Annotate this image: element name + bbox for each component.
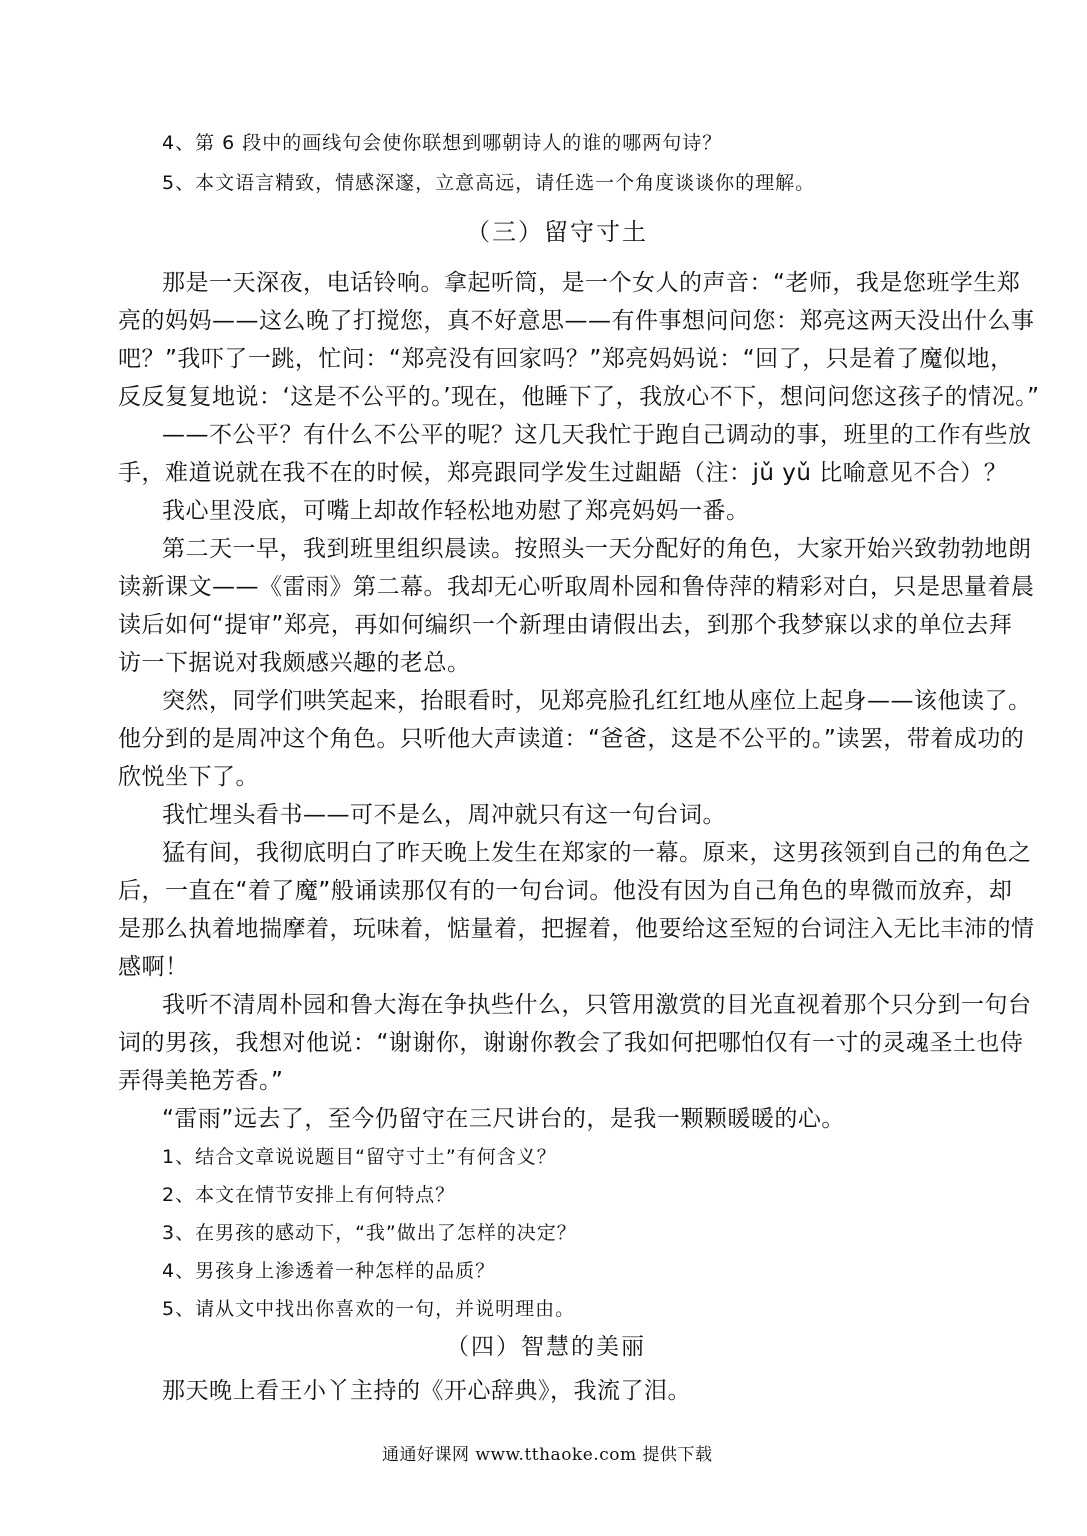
paragraph-line: 那天晚上看王小丫主持的《开心辞典》，我流了泪。 bbox=[162, 1378, 691, 1404]
question-line: 4、男孩身上渗透着一种怎样的品质？ bbox=[162, 1260, 496, 1282]
paragraph-line: 手，难道说就在我不在的时候，郑亮跟同学发生过龃龉（注：jǔ yǔ 比喻意见不合）？ bbox=[118, 460, 1008, 486]
paragraph-line: 第二天一早，我到班里组织晨读。按照头一天分配好的角色，大家开始兴致勃勃地朗 bbox=[162, 536, 1032, 562]
question-line: 5、本文语言精致，情感深邃，立意高远，请任选一个角度谈谈你的理解。 bbox=[162, 172, 816, 194]
paragraph-line: 他分到的是周冲这个角色。只听他大声读道：“爸爸，这是不公平的。”读罢，带着成功的 bbox=[118, 726, 1025, 752]
question-line: 4、第 6 段中的画线句会使你联想到哪朝诗人的谁的哪两句诗？ bbox=[162, 132, 723, 154]
page-footer: 通通好课网 www.tthaoke.com 提供下载 bbox=[382, 1445, 713, 1465]
paragraph-line: 访一下据说对我颇感兴趣的老总。 bbox=[118, 650, 471, 676]
paragraph-line: 读新课文——《雷雨》第二幕。我却无心听取周朴园和鲁侍萍的精彩对白，只是思量着晨 bbox=[118, 574, 1035, 600]
paragraph-line: 突然，同学们哄笑起来，抬眼看时，见郑亮脸孔红红地从座位上起身——该他读了。 bbox=[162, 688, 1032, 714]
paragraph-line: 我听不清周朴园和鲁大海在争执些什么，只管用激赏的目光直视着那个只分到一句台 bbox=[162, 992, 1032, 1018]
paragraph-line: 弄得美艳芳香。” bbox=[118, 1068, 284, 1094]
question-line: 2、本文在情节安排上有何特点？ bbox=[162, 1184, 456, 1206]
paragraph-line: 欣悦坐下了。 bbox=[118, 764, 259, 790]
paragraph-line: “雷雨”远去了，至今仍留守在三尺讲台的，是我一颗颗暖暖的心。 bbox=[162, 1106, 845, 1132]
paragraph-line: 后，一直在“着了魔”般诵读那仅有的一句台词。他没有因为自己角色的卑微而放弃，却 bbox=[118, 878, 1013, 904]
question-line: 5、请从文中找出你喜欢的一句，并说明理由。 bbox=[162, 1298, 576, 1320]
paragraph-line: 猛有间，我彻底明白了昨天晚上发生在郑家的一幕。原来，这男孩领到自己的角色之 bbox=[162, 840, 1032, 866]
section-title: （三）留守寸土 bbox=[466, 218, 648, 246]
question-line: 3、在男孩的感动下，“我”做出了怎样的决定？ bbox=[162, 1222, 577, 1244]
section-title: （四）智慧的美丽 bbox=[446, 1334, 646, 1360]
paragraph-line: 亮的妈妈——这么晚了打搅您，真不好意思——有件事想问问您：郑亮这两天没出什么事 bbox=[118, 308, 1035, 334]
paragraph-line: 感啊！ bbox=[118, 954, 189, 980]
paragraph-line: 我忙埋头看书——可不是么，周冲就只有这一句台词。 bbox=[162, 802, 726, 828]
paragraph-line: 吧？”我吓了一跳，忙问：“郑亮没有回家吗？”郑亮妈妈说：“回了，只是着了魔似地， bbox=[118, 346, 1014, 372]
paragraph-line: ——不公平？有什么不公平的呢？这几天我忙于跑自己调动的事，班里的工作有些放 bbox=[162, 422, 1032, 448]
paragraph-line: 是那么执着地揣摩着，玩味着，惦量着，把握着，他要给这至短的台词注入无比丰沛的情 bbox=[118, 916, 1035, 942]
paragraph-line: 反反复复地说：‘这是不公平的。’现在，他睡下了，我放心不下，想问问您这孩子的情况。” bbox=[118, 384, 1040, 410]
question-line: 1、结合文章说说题目“留守寸土”有何含义？ bbox=[162, 1146, 557, 1168]
paragraph-line: 我心里没底，可嘴上却故作轻松地劝慰了郑亮妈妈一番。 bbox=[162, 498, 750, 524]
paragraph-line: 词的男孩，我想对他说：“谢谢你，谢谢你教会了我如何把哪怕仅有一寸的灵魂圣土也侍 bbox=[118, 1030, 1024, 1056]
paragraph-line: 读后如何“提审”郑亮，再如何编织一个新理由请假出去，到那个我梦寐以求的单位去拜 bbox=[118, 612, 1013, 638]
paragraph-line: 那是一天深夜，电话铃响。拿起听筒，是一个女人的声音：“老师，我是您班学生郑 bbox=[162, 270, 1021, 296]
